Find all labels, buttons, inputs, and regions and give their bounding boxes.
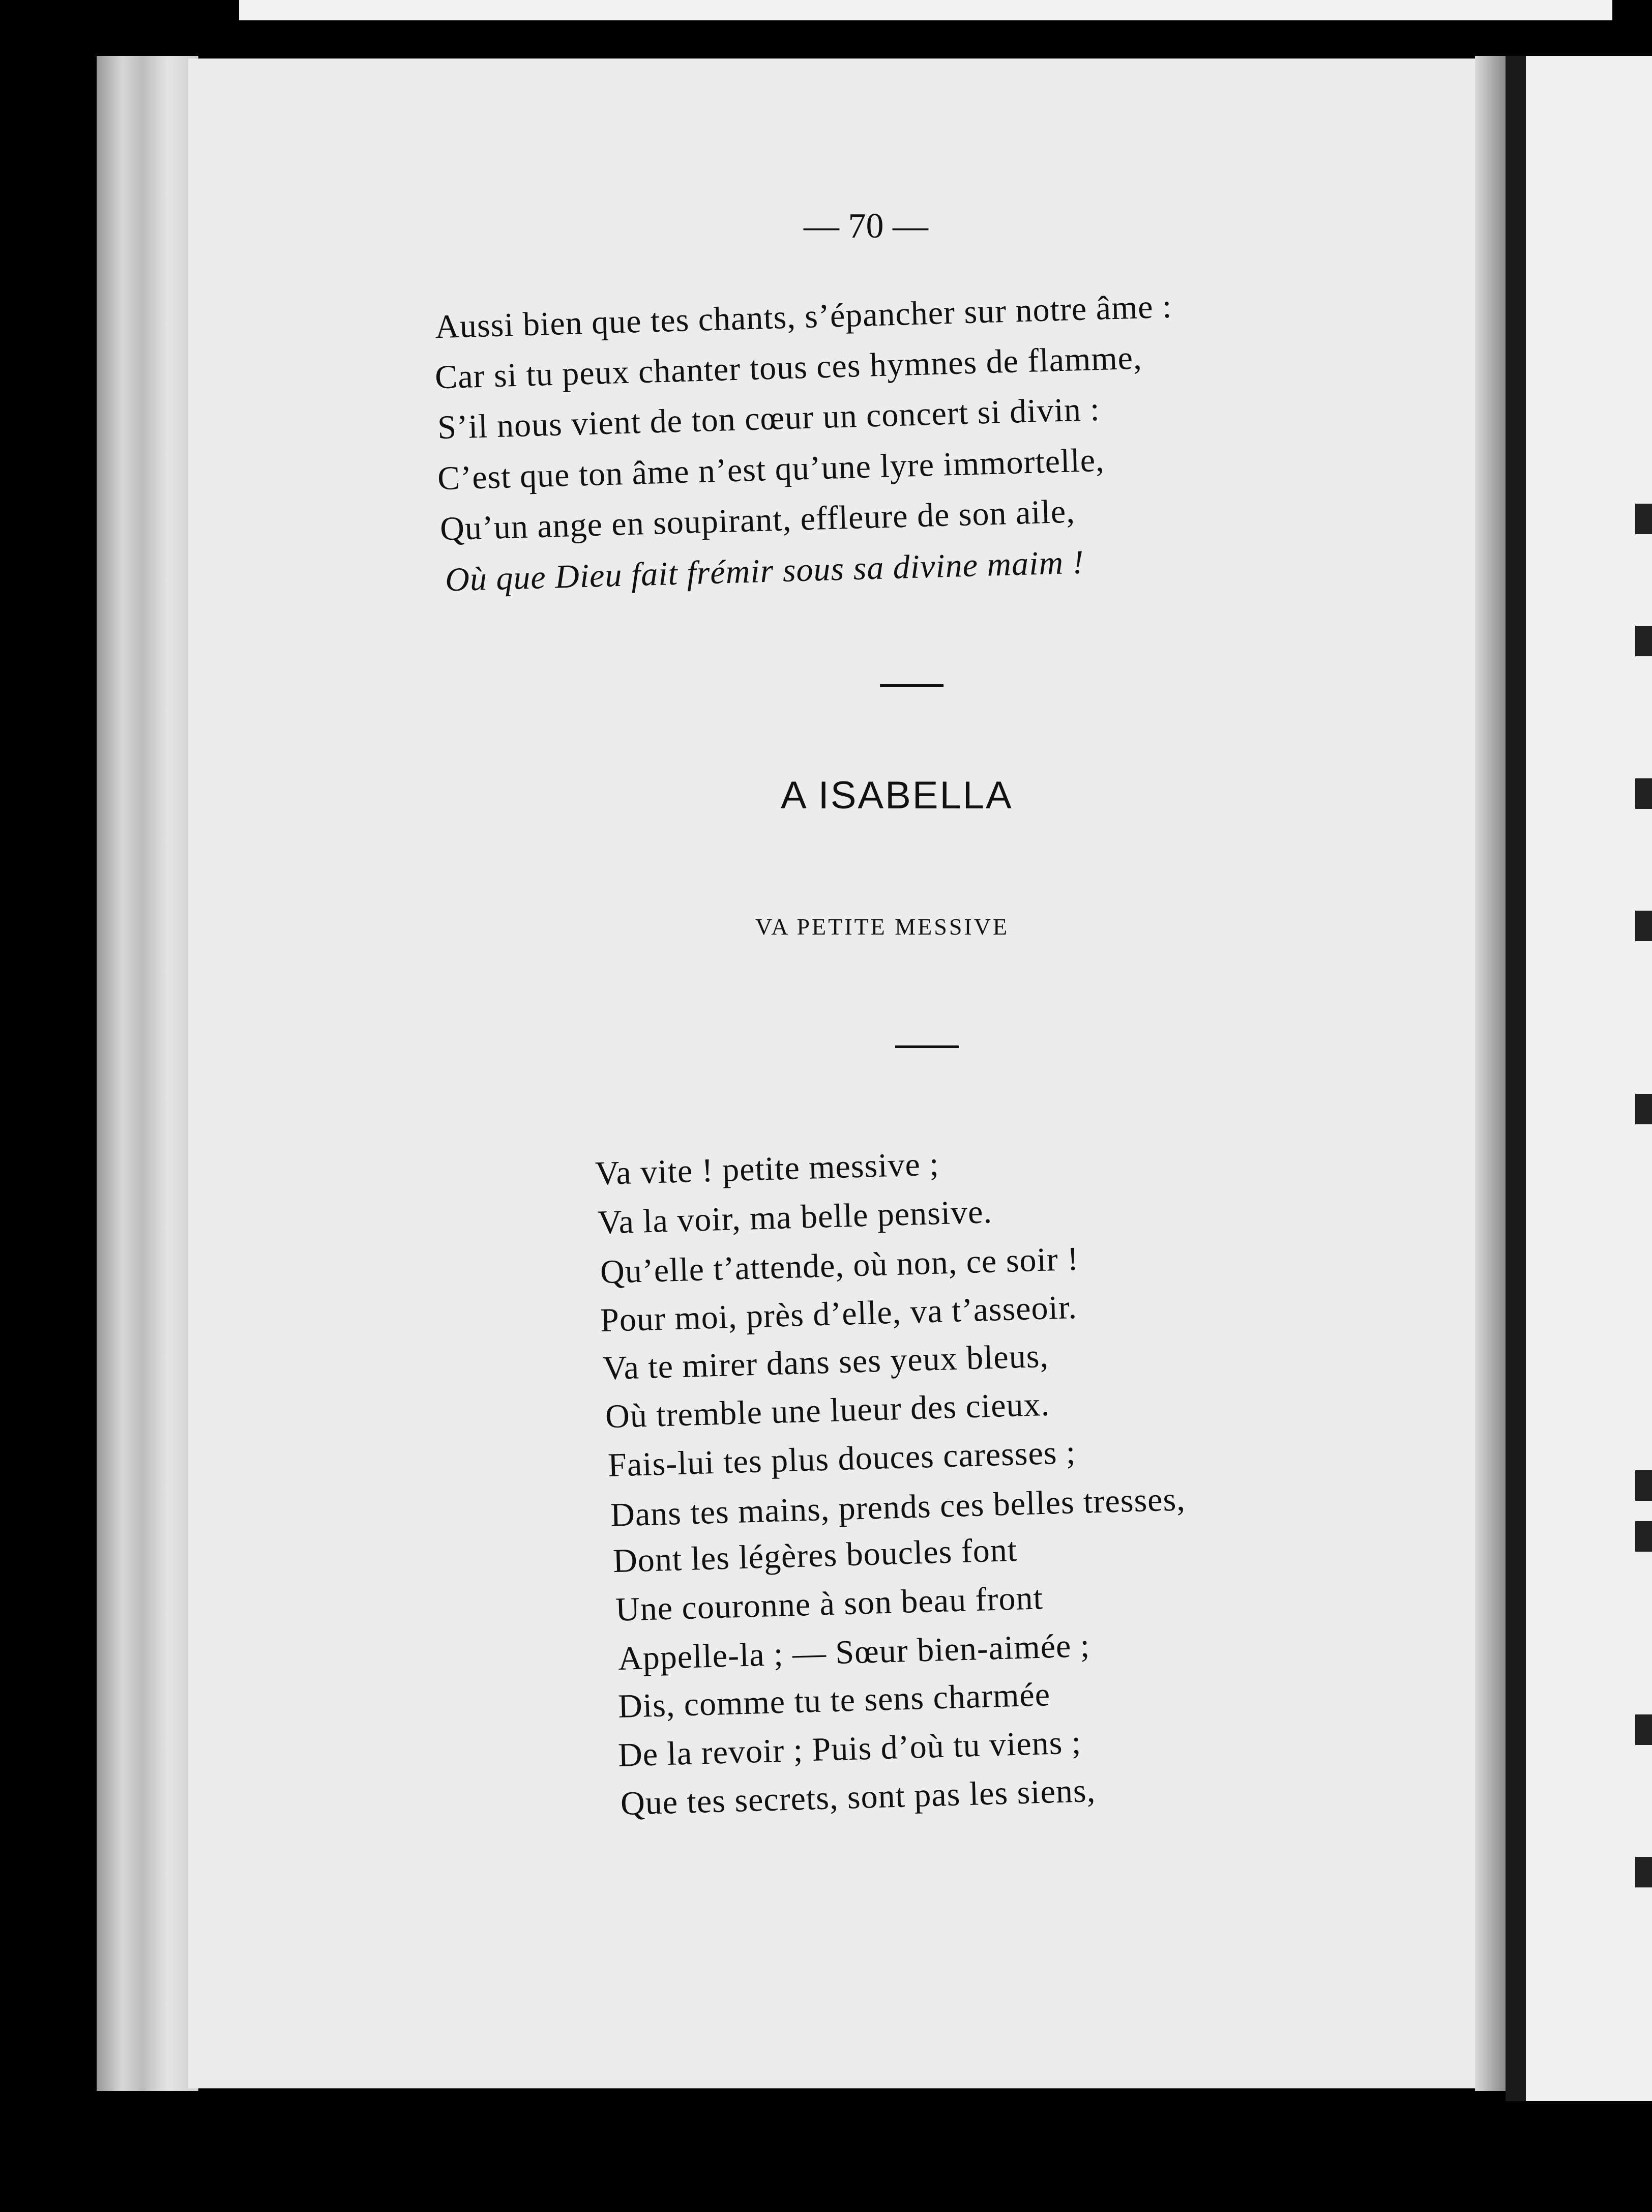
verse-line: De la revoir ; Puis d’où tu viens ; — [617, 1724, 1082, 1774]
poem-title: A ISABELLA — [781, 774, 1013, 817]
verse-line: S’il nous vient de ton cœur un concert si divin : — [437, 390, 1101, 447]
verse-line: Que tes secrets, sont pas les siens, — [620, 1771, 1096, 1823]
page-shadow — [1475, 56, 1506, 2091]
verse-line: Où que Dieu fait frémir sous sa divine maim ! — [445, 543, 1085, 599]
facing-page-fragment — [1635, 1714, 1652, 1745]
facing-page-fragment — [1635, 1094, 1652, 1124]
verse-line: Appelle-la ; — Sœur bien-aimée ; — [617, 1627, 1091, 1677]
verse-line: Car si tu peux chanter tous ces hymnes de flamme, — [434, 339, 1143, 396]
facing-page-fragment — [1635, 1521, 1652, 1552]
verse-line: Va te mirer dans ses yeux bleus, — [602, 1337, 1049, 1387]
previous-frame-strip — [239, 0, 1612, 20]
verse-line: Dis, comme tu te sens charmée — [617, 1676, 1051, 1725]
verse-line: Dans tes mains, prends ces belles tresses, — [610, 1480, 1186, 1534]
page-number: — 70 — — [804, 207, 928, 246]
scan-border — [0, 2101, 1652, 2212]
verse-line: Va la voir, ma belle pensive. — [597, 1193, 993, 1241]
poem-subtitle: VA PETITE MESSIVE — [755, 914, 1010, 940]
verse-line: Dont les légères boucles font — [612, 1531, 1018, 1580]
verse-line: Aussi bien que tes chants, s’épancher sur notre âme : — [434, 287, 1173, 346]
section-rule — [880, 684, 943, 687]
verse-line: Où tremble une lueur des cieux. — [605, 1385, 1050, 1436]
verse-line: Fais-lui tes plus douces caresses ; — [607, 1434, 1077, 1484]
facing-page-fragment — [1635, 626, 1652, 656]
verse-line: Pour moi, près d’elle, va t’asseoir. — [600, 1288, 1078, 1340]
section-rule — [895, 1045, 959, 1048]
facing-page-fragment — [1635, 1857, 1652, 1887]
facing-page-fragment — [1635, 504, 1652, 534]
verse-line: Qu’un ange en soupirant, effleure de son aile, — [439, 492, 1076, 548]
facing-page — [1526, 56, 1652, 2111]
verse-line: Va vite ! petite messive ; — [595, 1145, 940, 1192]
page-edges — [97, 56, 198, 2091]
facing-page-fragment — [1635, 911, 1652, 941]
book-gutter — [1506, 56, 1526, 2101]
facing-page-fragment — [1635, 1470, 1652, 1501]
verse-line: Une couronne à son beau front — [615, 1579, 1044, 1628]
verse-line: C’est que ton âme n’est qu’une lyre immortelle, — [437, 441, 1105, 498]
facing-page-fragment — [1635, 778, 1652, 809]
verse-line: Qu’elle t’attende, où non, ce soir ! — [600, 1240, 1080, 1291]
